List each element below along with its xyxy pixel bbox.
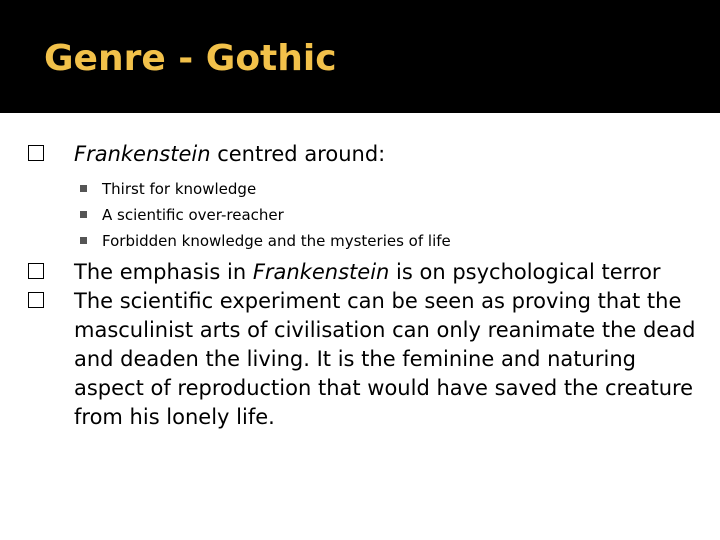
- sub-bullet-item: [56, 202, 704, 228]
- book-title: Frankenstein: [74, 142, 211, 166]
- bullet-text: centred around:: [210, 142, 386, 166]
- title-bar: [0, 0, 720, 113]
- checkbox-bullet-icon: [28, 263, 44, 279]
- bullet-frankenstein-centred: [28, 140, 704, 169]
- sub-bullet-item: [56, 176, 704, 202]
- checkbox-bullet-icon: [28, 292, 44, 308]
- sub-bullet-list: [28, 176, 704, 254]
- square-bullet-icon: [80, 237, 87, 244]
- bullet-text: The scientific experiment can be seen as proving that the masculinist arts of civilisation can only reanimate the dead and deaden the living. It is the feminine and naturing aspect of reproduction that would have saved the creature from his lonely life.: [74, 289, 696, 429]
- slide-content: [28, 140, 704, 432]
- bullet-text: The emphasis in: [74, 260, 253, 284]
- square-bullet-icon: [80, 211, 87, 218]
- square-bullet-icon: [80, 185, 87, 192]
- slide-title: Genre - Gothic: [44, 38, 337, 79]
- sub-bullet-item: [56, 228, 704, 254]
- sub-bullet-text: Thirst for knowledge: [102, 180, 257, 198]
- checkbox-bullet-icon: [28, 145, 44, 161]
- sub-bullet-text: A scientific over-reacher: [102, 206, 284, 224]
- bullet-text: is on psychological terror: [389, 260, 661, 284]
- book-title: Frankenstein: [252, 260, 390, 284]
- bullet-psychological-terror: [28, 258, 704, 287]
- bullet-scientific-experiment: [28, 287, 704, 432]
- sub-bullet-text: Forbidden knowledge and the mysteries of life: [102, 232, 451, 250]
